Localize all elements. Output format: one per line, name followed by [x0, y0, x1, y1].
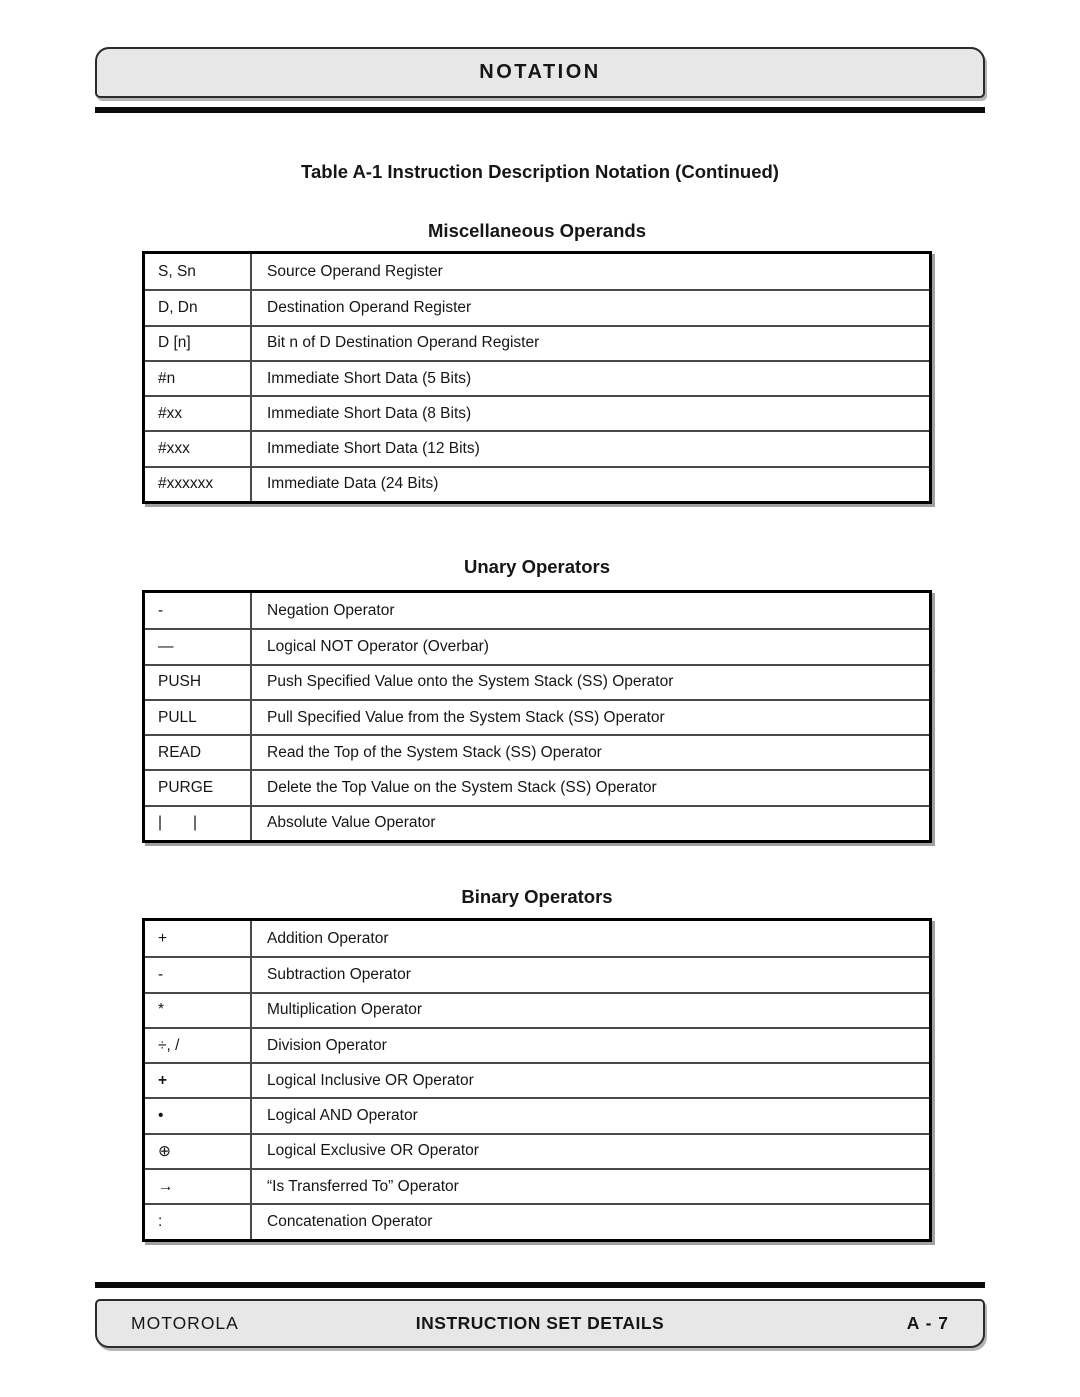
section-miscellaneous-operands [142, 220, 932, 504]
footer-section-title: INSTRUCTION SET DETAILS [415, 1313, 665, 1333]
footer-rule [95, 1282, 985, 1288]
notation-header-box [95, 47, 985, 98]
operand-description: Immediate Short Data (5 Bits) [267, 369, 472, 387]
operand-description: Push Specified Value onto the System Stack (SS) Operator [267, 673, 674, 691]
section-unary-operators [142, 556, 932, 843]
operand-description: Logical AND Operator [267, 1107, 418, 1125]
table-row [145, 628, 929, 663]
operand-symbol: PULL [145, 701, 252, 734]
table-row [145, 734, 929, 769]
table-row [145, 430, 929, 465]
operand-symbol: | | [145, 807, 252, 840]
operand-symbol: - [145, 958, 252, 991]
header-rule [95, 107, 985, 113]
table-row [145, 325, 929, 360]
table-row [145, 1133, 929, 1168]
table-row [145, 664, 929, 699]
operand-symbol: • [145, 1099, 252, 1132]
operand-symbol: S, Sn [145, 254, 252, 289]
operand-description: Destination Operand Register [267, 298, 472, 316]
operator-table [142, 918, 932, 1242]
table-row [145, 1203, 929, 1238]
footer-page-number: A - 7 [906, 1313, 949, 1333]
table-row [145, 593, 929, 628]
operand-symbol: → [145, 1170, 252, 1203]
section-heading: Binary Operators [461, 886, 613, 907]
operand-description: Multiplication Operator [267, 1001, 423, 1019]
operand-symbol: ⊕ [145, 1135, 252, 1168]
operand-description: Logical Exclusive OR Operator [267, 1142, 479, 1160]
operand-description: Concatenation Operator [267, 1213, 433, 1231]
table-row [145, 1168, 929, 1203]
section-heading: Unary Operators [464, 556, 610, 577]
operand-description: Logical NOT Operator (Overbar) [267, 637, 489, 655]
table-row [145, 805, 929, 840]
operand-table [142, 251, 932, 504]
operand-symbol: #n [145, 362, 252, 395]
operand-symbol: * [145, 994, 252, 1027]
table-row [145, 395, 929, 430]
table-row [145, 466, 929, 501]
table-row [145, 1062, 929, 1097]
operand-symbol: + [145, 921, 252, 956]
table-row [145, 360, 929, 395]
section-binary-operators [142, 886, 932, 1242]
operand-description: Negation Operator [267, 601, 395, 619]
operator-table [142, 590, 932, 843]
operand-description: Division Operator [267, 1036, 387, 1054]
operand-description: Logical Inclusive OR Operator [267, 1071, 474, 1089]
footer-brand: MOTOROLA [131, 1313, 239, 1333]
operand-description: Source Operand Register [267, 262, 443, 280]
operand-symbol: #xxxxxx [145, 468, 252, 501]
table-row [145, 1027, 929, 1062]
operand-symbol: - [145, 593, 252, 628]
operand-symbol: D, Dn [145, 291, 252, 324]
table-row [145, 699, 929, 734]
table-row [145, 1097, 929, 1132]
notation-header-label: NOTATION [479, 61, 601, 83]
operand-symbol: ÷, / [145, 1029, 252, 1062]
operand-symbol: D [n] [145, 327, 252, 360]
table-row [145, 992, 929, 1027]
operand-description: Absolute Value Operator [267, 814, 436, 832]
operand-description: Immediate Data (24 Bits) [267, 475, 439, 493]
table-row [145, 921, 929, 956]
operand-symbol: + [145, 1064, 252, 1097]
operand-description: Pull Specified Value from the System Stack (SS) Operator [267, 708, 665, 726]
operand-symbol: : [145, 1205, 252, 1238]
table-row [145, 254, 929, 289]
operand-description: Delete the Top Value on the System Stack (SS) Operator [267, 779, 657, 797]
operand-symbol: READ [145, 736, 252, 769]
operand-symbol: PUSH [145, 666, 252, 699]
operand-symbol: — [145, 630, 252, 663]
operand-description: Bit n of D Destination Operand Register [267, 334, 540, 352]
section-heading: Miscellaneous Operands [428, 220, 646, 241]
operand-description: Subtraction Operator [267, 965, 411, 983]
operand-description: “Is Transferred To” Operator [267, 1177, 459, 1195]
operand-description: Immediate Short Data (12 Bits) [267, 440, 480, 458]
operand-symbol: #xxx [145, 432, 252, 465]
footer-box [95, 1299, 985, 1348]
table-row [145, 289, 929, 324]
operand-symbol: PURGE [145, 771, 252, 804]
operand-description: Immediate Short Data (8 Bits) [267, 404, 472, 422]
operand-description: Read the Top of the System Stack (SS) Operator [267, 743, 602, 761]
table-title: Table A-1 Instruction Description Notation (Continued) [301, 161, 779, 182]
table-row [145, 769, 929, 804]
operand-symbol: #xx [145, 397, 252, 430]
table-row [145, 956, 929, 991]
operand-description: Addition Operator [267, 929, 389, 947]
